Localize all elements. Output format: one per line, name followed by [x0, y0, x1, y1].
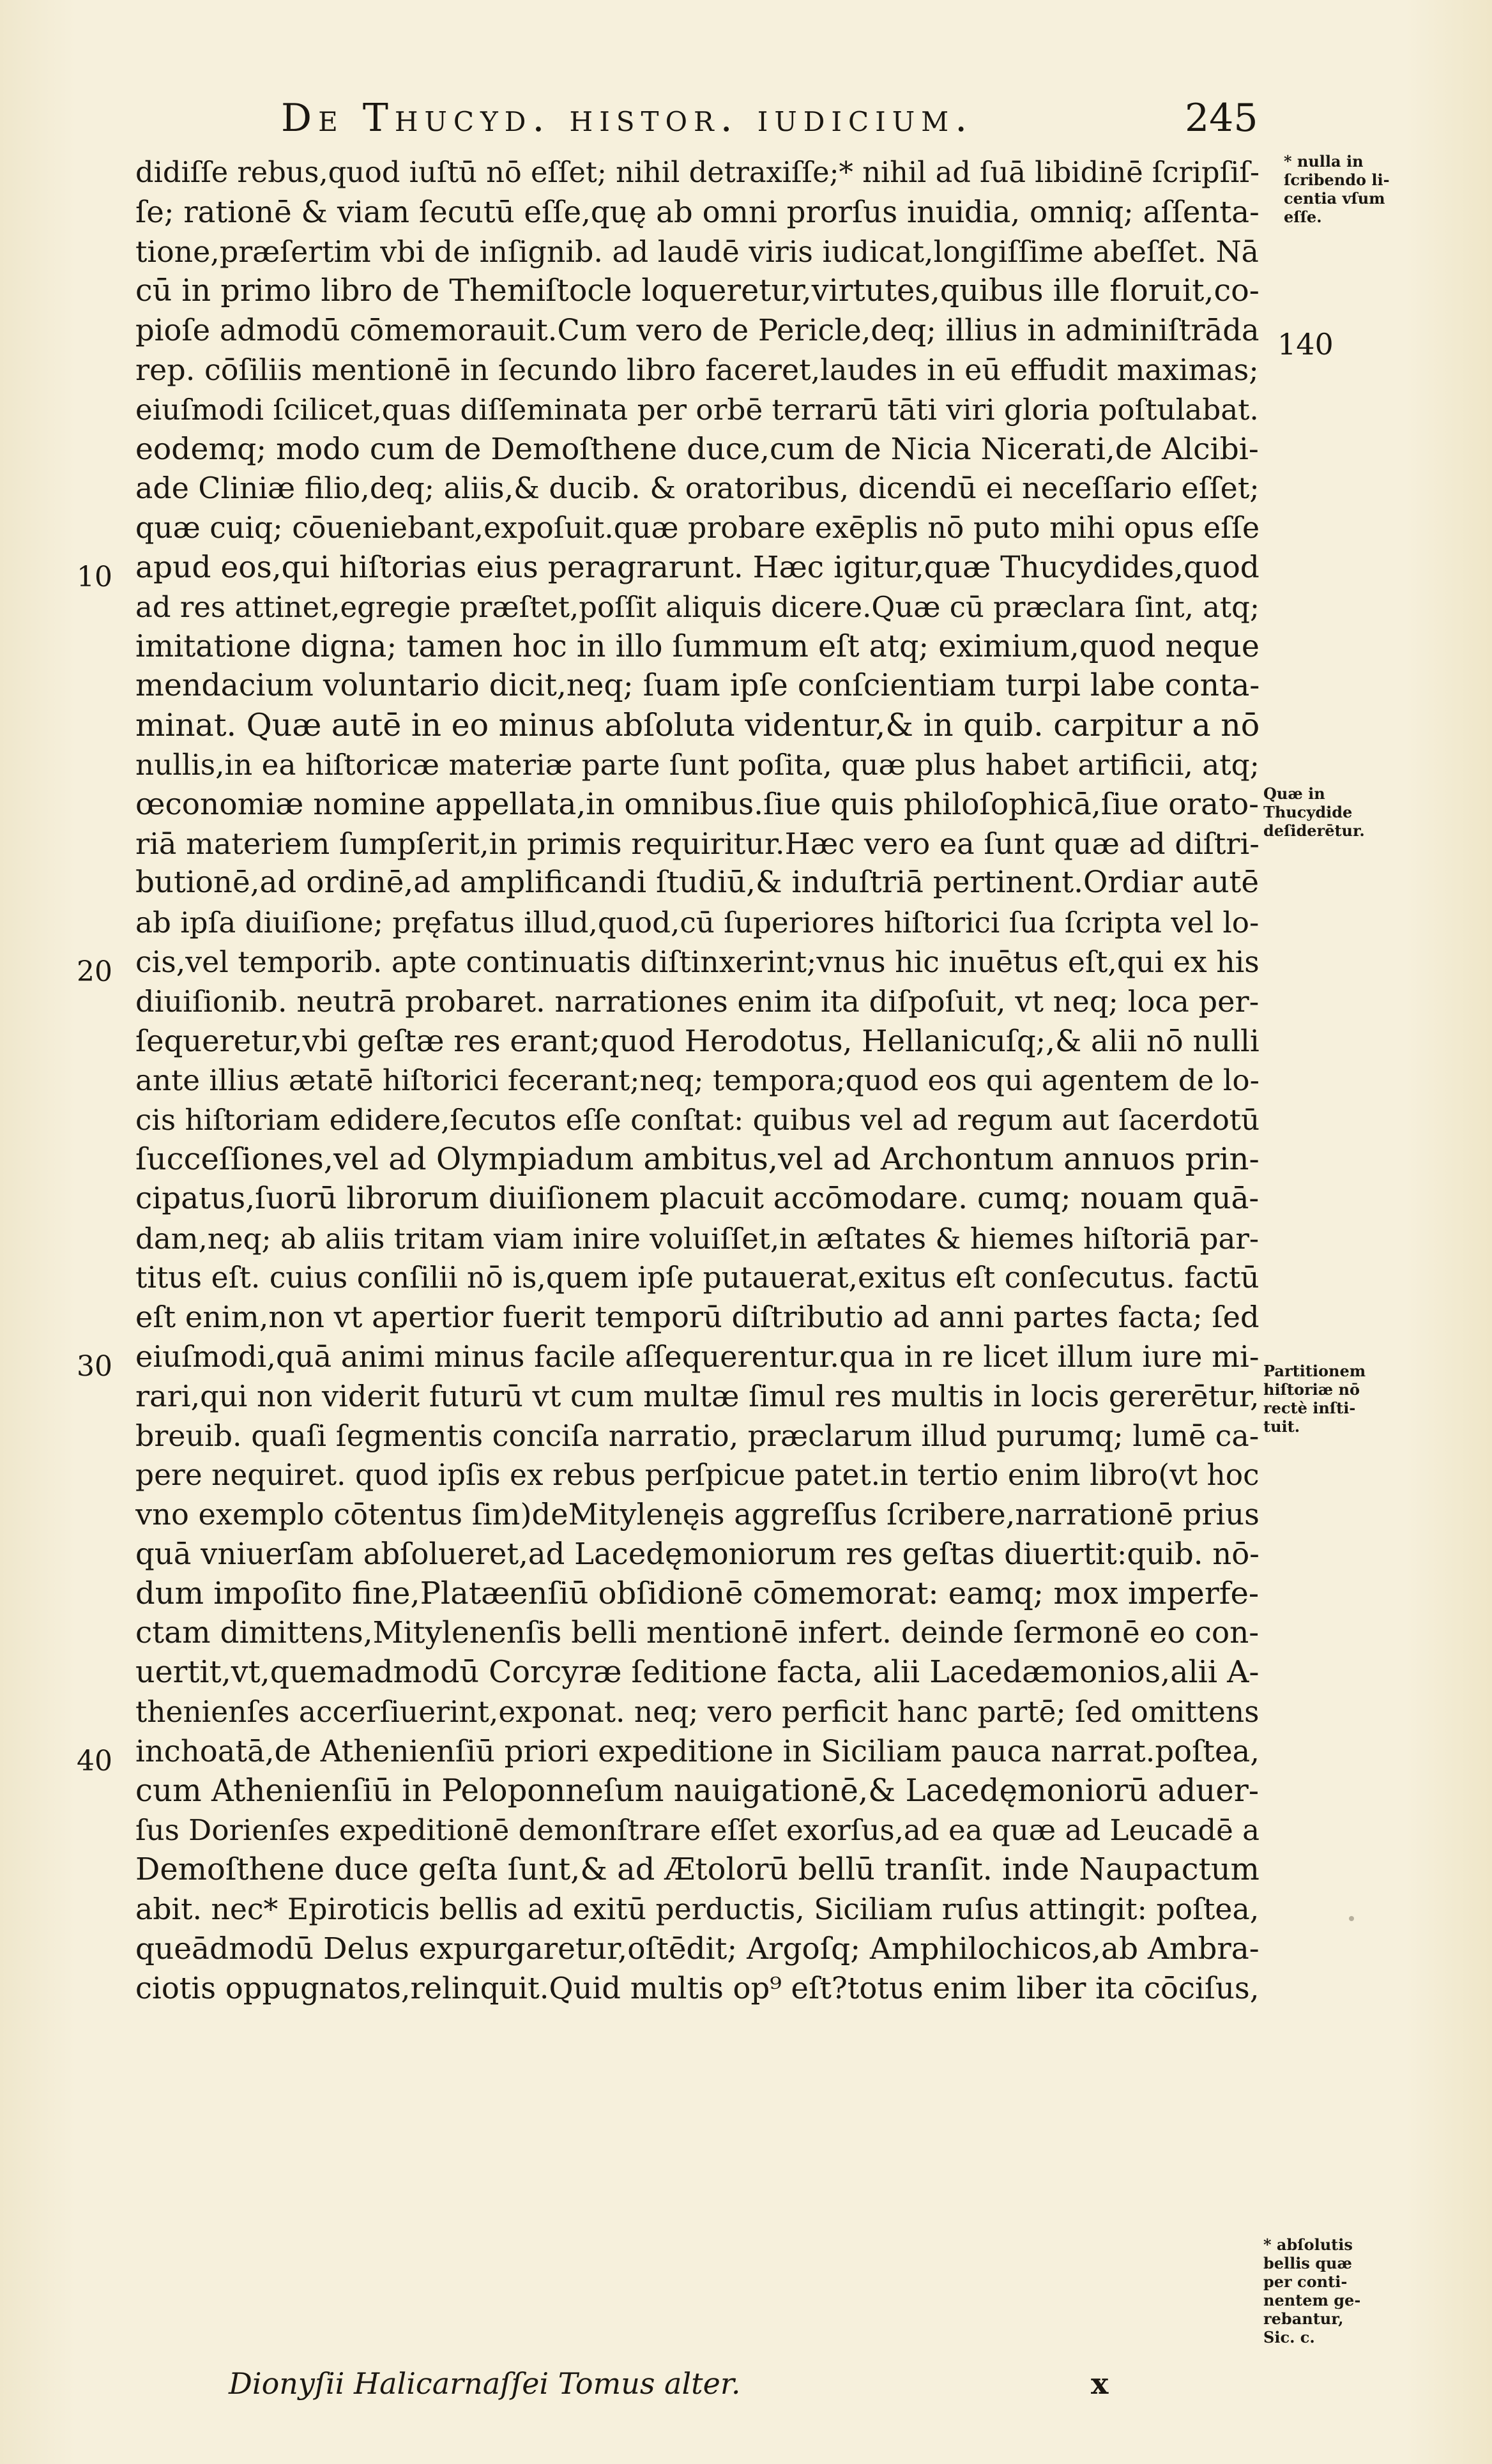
- text-line: butionē,ad ordinē,ad amplificandi ſtudiū,& induſtriā pertinent.Ordiar autē: [135, 865, 1260, 901]
- main-text-block: [135, 153, 1260, 2008]
- text-line: ſucceſſiones,vel ad Olympiadum ambitus,vel ad Archontum annuos prin-: [135, 1141, 1260, 1177]
- text-line: queādmodū Delus expurgaretur,oſtēdit; Argoſq; Amphilochicos,ab Ambra-: [135, 1931, 1260, 1966]
- text-line: cum Athenienſiū in Peloponneſum nauigationē,& Lacedęmoniorū aduer-: [135, 1772, 1260, 1809]
- text-line: eodemq; modo cum de Demoſthene duce,cum de Nicia Nicerati,de Alcibi-: [135, 431, 1259, 467]
- text-line: œconomiæ nomine appellata,in omnibus.ſiue quis philoſophicā,ſiue orato-: [135, 786, 1260, 822]
- text-line: inchoatā,de Athenienſiū priori expeditione in Siciliam pauca narrat.poſtea,: [135, 1733, 1260, 1768]
- text-line: quæ cuiq; cōueniebant,expoſuit.quæ probare exēplis nō puto mihi opus eſſe: [135, 511, 1260, 545]
- text-line: abit. nec* Epiroticis bellis ad exitū perductis, Siciliam ruſus attingit: poſtea,: [135, 1892, 1260, 1927]
- text-line: apud eos,qui hiſtorias eius peragrarunt. Hæc igitur,quæ Thucydides,quod: [135, 549, 1260, 585]
- text-line: ab ipſa diuiſione; pręfatus illud,quod,cū ſuperiores hiſtorici ſua ſcripta vel lo-: [135, 906, 1260, 940]
- ink-speck: [1349, 1916, 1354, 1921]
- text-line: ſe; rationē & viam ſecutū eſſe,quę ab omni prorſus inuidia, omniq; aſſenta-: [135, 194, 1260, 229]
- text-line: ſus Dorienſes expeditionē demonſtrare eſſet exorſus,ad ea quæ ad Leucadē a: [135, 1813, 1260, 1848]
- text-line: ſequeretur,vbi geſtæ res erant;quod Herodotus, Hellanicuſq;,& alii nō nulli: [135, 1023, 1260, 1058]
- text-line: dam,neq; ab aliis tritam viam inire voluiſſet,in æſtates & hiemes hiſtoriā par-: [135, 1221, 1260, 1256]
- line-number: 20: [77, 955, 112, 988]
- text-line: cū in primo libro de Themiſtocle loqueretur,virtutes,quibus ille floruit,co-: [135, 273, 1260, 309]
- signature-line: Dionyſii Halicarnaſſei Tomus alter.: [229, 2366, 741, 2401]
- text-line: ante illius ætatē hiſtorici fecerant;neq; tempora;quod eos qui agentem de lo-: [135, 1063, 1260, 1098]
- margin-section-number: 140: [1277, 327, 1334, 361]
- margin-note-line: Quæ in: [1263, 784, 1325, 803]
- text-line: ad res attinet,egregie præſtet,poſſit aliquis dicere.Quæ cū præclara ſint, atq;: [135, 589, 1260, 624]
- text-line: nullis,in ea hiſtoricæ materiæ parte ſunt poſita, quæ plus habet artificii, atq;: [135, 747, 1260, 782]
- margin-note-line: centia vſum: [1284, 189, 1385, 208]
- margin-note: [1263, 784, 1372, 840]
- text-line: titus eſt. cuius conſilii nō is,quem ipſe putauerat,exitus eſt conſecutus. factū: [135, 1261, 1260, 1295]
- text-line: diuiſionib. neutrā probaret. narrationes enim ita diſpoſuit, vt neq; loca per-: [135, 984, 1260, 1019]
- text-line: riā materiem ſumpſerit,in primis requiritur.Hæc vero ea ſunt quæ ad diſtri-: [135, 826, 1260, 861]
- text-line: cis hiſtoriam edidere,ſecutos eſſe conſtat: quibus vel ad regum aut ſacerdotū: [135, 1103, 1260, 1137]
- text-line: eiuſmodi ſcilicet,quas diſſeminata per orbē terrarū tāti viri gloria poſtulabat.: [135, 392, 1259, 427]
- text-line: uertit,vt,quemadmodū Corcyræ ſeditione facta, alii Lacedæmonios,alii A-: [135, 1655, 1260, 1691]
- margin-note-line: rebantur,: [1263, 2309, 1344, 2328]
- text-line: ciotis oppugnatos,relinquit.Quid multis op⁹ eſt?totus enim liber ita cōciſus,: [135, 1970, 1260, 2005]
- text-line: minat. Quæ autē in eo minus abſoluta videntur,& in quib. carpitur a nō: [135, 707, 1260, 744]
- margin-note-line: eſſe.: [1284, 208, 1322, 226]
- margin-note-line: Thucydide: [1263, 803, 1353, 821]
- text-line: rep. cōſiliis mentionē in ſecundo libro faceret,laudes in eū effudit maximas;: [135, 352, 1259, 387]
- line-number: 40: [77, 1745, 112, 1777]
- text-line: pioſe admodū cōmemorauit.Cum vero de Pericle,deq; illius in adminiſtrāda: [135, 313, 1260, 348]
- text-line: tione,præſertim vbi de inſignib. ad laudē viris iudicat,longiſſime abeſſet. Nā: [135, 234, 1259, 269]
- signature-mark: x: [1091, 2366, 1109, 2401]
- text-line: cipatus,ſuorū librorum diuiſionem placuit accōmodare. cumq; nouam quā-: [135, 1181, 1260, 1216]
- margin-note-line: nentem ge-: [1263, 2291, 1361, 2309]
- line-number: 10: [77, 561, 112, 593]
- margin-note-line: deſiderētur.: [1263, 821, 1365, 840]
- margin-note-line: * nulla in: [1284, 152, 1364, 171]
- text-line: pere nequiret. quod ipſis ex rebus perſpicue patet.in tertio enim libro(vt hoc: [135, 1458, 1260, 1493]
- text-line: ctam dimittens,Mitylenenſis belli mentionē infert. deinde ſermonē eo con-: [135, 1615, 1260, 1651]
- text-line: vno exemplo cōtentus ſim)deMitylenęis aggreſſus ſcribere,narrationē prius: [135, 1497, 1260, 1532]
- text-line: mendacium voluntario dicit,neq; ſuam ipſe conſcientiam turpi labe conta-: [135, 668, 1260, 704]
- margin-note-line: ſcribendo li-: [1284, 171, 1390, 189]
- margin-note: [1263, 2235, 1372, 2346]
- text-line: eſt enim,non vt apertior fuerit temporū diſtributio ad anni partes facta; ſed: [135, 1300, 1260, 1335]
- line-number: 30: [77, 1350, 112, 1383]
- margin-note-line: rectè inſti-: [1263, 1399, 1356, 1417]
- text-line: imitatione digna; tamen hoc in illo ſummum eſt atq; eximium,quod neque: [135, 628, 1260, 664]
- text-line: eiuſmodi,quā animi minus facile aſſequerentur.qua in re licet illum iure mi-: [135, 1339, 1260, 1374]
- text-line: didiſſe rebus,quod iuſtū nō eſſet; nihil detraxiſſe;* nihil ad ſuā libidinē ſcripſiſ-: [135, 156, 1260, 189]
- text-line: dum impoſito fine,Platæenſiū obſidionē cōmemorat: eamq; mox imperfe-: [135, 1575, 1260, 1611]
- text-line: breuib. quaſi ſegmentis conciſa narratio, præclarum illud purumq; lumē ca-: [135, 1418, 1260, 1453]
- margin-note-line: hiſtoriæ nō: [1263, 1380, 1360, 1399]
- running-head: De Thucyd. histor. iudicium.: [281, 96, 974, 141]
- margin-note-line: Sic. c.: [1263, 2328, 1315, 2346]
- text-line: thenienſes accerſiuerint,exponat. neq; vero perficit hanc partē; ſed omittens: [135, 1695, 1260, 1730]
- margin-note-line: tuit.: [1263, 1417, 1300, 1436]
- margin-note-line: bellis quæ: [1263, 2254, 1352, 2272]
- text-line: cis,vel temporib. apte continuatis diſtinxerint;vnus hic inuētus eſt,qui ex his: [135, 945, 1260, 979]
- margin-note: [1263, 1362, 1372, 1436]
- margin-note-line: Partitionem: [1263, 1362, 1366, 1380]
- page-number: 245: [1185, 96, 1258, 141]
- text-line: quā vniuerſam abſolueret,ad Lacedęmoniorum res geſtas diuertit:quib. nō-: [135, 1536, 1260, 1571]
- text-line: Demoſthene duce geſta ſunt,& ad Ætolorū bellū tranſit. inde Naupactum: [135, 1852, 1260, 1888]
- margin-note-line: * abſolutis: [1263, 2235, 1353, 2254]
- text-line: rari,qui non viderit futurū vt cum multæ ſimul res multis in locis gererētur,: [135, 1378, 1260, 1413]
- margin-note-line: per conti-: [1263, 2272, 1348, 2291]
- text-line: ade Cliniæ filio,deq; aliis,& ducib. & oratoribus, dicendū ei neceſſario eſſet;: [135, 471, 1260, 506]
- margin-note: [1284, 152, 1392, 226]
